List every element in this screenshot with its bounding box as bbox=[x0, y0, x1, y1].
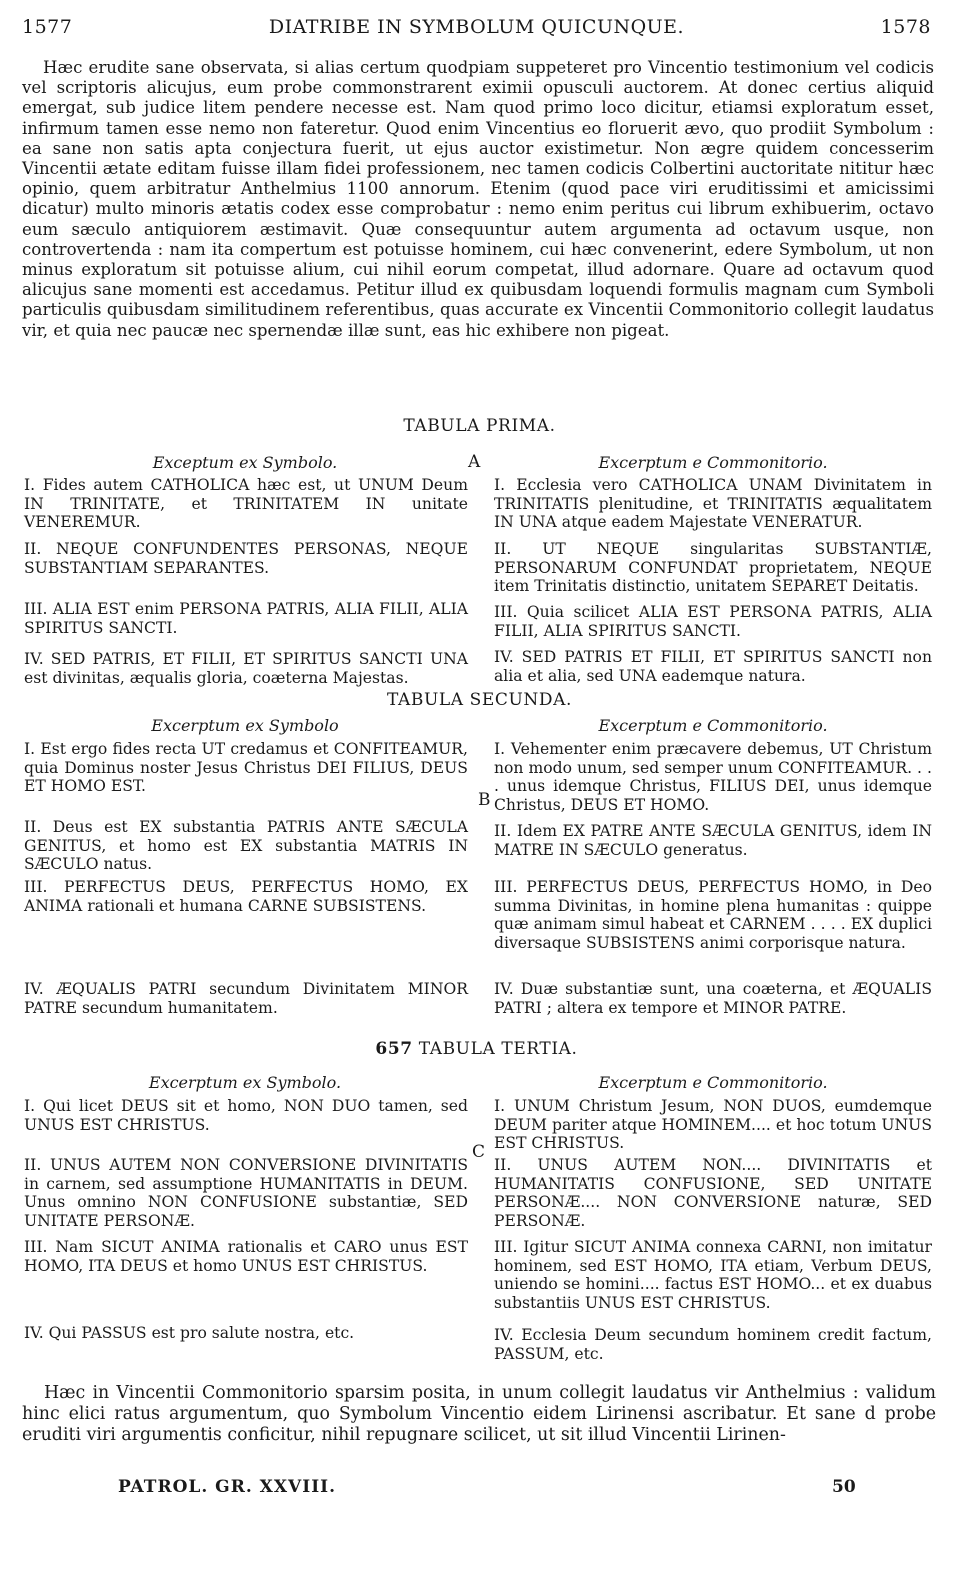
table-1-left-head: Exceptum ex Symbolo. bbox=[152, 453, 338, 472]
table-3-number: 657 bbox=[375, 1039, 413, 1059]
table-1-right-entry-4: IV. SED PATRIS ET FILII, ET SPIRITUS SANCTI non alia et alia, sed UNA eademque natura. bbox=[494, 648, 932, 685]
table-2-right-entry-3: III. PERFECTUS DEUS, PERFECTUS HOMO, in Deo summa Divinitas, in homine plena humanitas : quippe quæ animam simul habeat et CARNEM . . . . EX duplici diversaque SUBSISTENS animi corporisque natura. bbox=[494, 878, 932, 952]
table-2-left-entry-4: IV. ÆQUALIS PATRI secundum Divinitatem MINOR PATRE secundum humanitatem. bbox=[24, 980, 468, 1017]
running-title: DIATRIBE IN SYMBOLUM QUICUNQUE. bbox=[268, 16, 685, 38]
table-2-left-head: Excerptum ex Symbolo bbox=[151, 716, 339, 735]
table-1-right-head: Excerptum e Commonitorio. bbox=[598, 453, 828, 472]
intro-paragraph: Hæc erudite sane observata, si alias certum quodpiam suppeteret pro Vincentio testimonium vel codicis vel scriptoris alicujus, eum probe commonstrarent eximii opusculi auctorem. At donec certius aliquid emergat, sub judice litem pendere necesse est. Nam quod primo loco dicitur, etiamsi exploratum esset, infirmum tamen esse nemo non fateretur. Quod enim Vincentius eo floruerit ævo, quo prodiit Symbolum : ea sane non satis apta conjectura fuerit, ut ejus auctor existimetur. Non ægre quidem concesserim Vincentii ætate editam fuisse illam fidei professionem, nec tamen codicis Colbertini auctoritate nititur hæc opinio, quem arbitratur Anthelmius 1100 annorum. Etenim (quod pace viri eruditissimi et amicissimi dicatur) multo minoris ætatis codex esse comprobatur : nemo enim peritus cui librum exhibuerim, octavo eum sæculo antiquiorem æstimavit. Quæ consequuntur autem argumenta ad octavum usque, non controvertenda : nam ita compertum est potuisse hominem, cui hæc convenerint, edere Symbolum, ut non minus exploratum sit potuisse alium, cui nihil eorum competat, illud adornare. Quare ad octavum quod alicujus sane momenti est accedamus. Petitur illud ex quibusdam loquendi formulis magnam cum Symboli particulis quibusdam similitudinem referentibus, quas accurate ex Vincentii Commonitorio collegit laudatus vir, et quia nec paucæ nec spernendæ illæ sunt, eas hic exhibere non pigeat. bbox=[22, 58, 934, 340]
table-1-title-text: TABULA PRIMA. bbox=[403, 416, 556, 436]
table-3-right-entry-3: III. Igitur SICUT ANIMA connexa CARNI, non imitatur hominem, sed EST HOMO, ITA etiam, Verbum DEUS, uniendo se homini.... factus EST HOMO... et ex duabus substantiis UNUS EST CHRISTUS. bbox=[494, 1238, 932, 1312]
table-1-margin-letter: A bbox=[468, 452, 481, 472]
table-1-left-entry-3: III. ALIA EST enim PERSONA PATRIS, ALIA FILII, ALIA SPIRITUS SANCTI. bbox=[24, 600, 468, 637]
table-2-title bbox=[0, 690, 953, 710]
table-3-right-entry-1: I. UNUM Christum Jesum, NON DUOS, eumdemque DEUM pariter atque HOMINEM.... et hoc totum UNUS EST CHRISTUS. bbox=[494, 1097, 932, 1153]
table-3-title-text: TABULA TERTIA. bbox=[418, 1039, 578, 1059]
table-3-left-entry-1: I. Qui licet DEUS sit et homo, NON DUO tamen, sed UNUS EST CHRISTUS. bbox=[24, 1097, 468, 1134]
table-2-right-entry-4: IV. Duæ substantiæ sunt, una coæterna, et ÆQUALIS PATRI ; altera ex tempore et MINOR PATRE. bbox=[494, 980, 932, 1017]
table-3-left-entry-3: III. Nam SICUT ANIMA rationalis et CARO unus EST HOMO, ITA DEUS et homo UNUS EST CHRISTUS. bbox=[24, 1238, 468, 1275]
table-2-left-entry-3: III. PERFECTUS DEUS, PERFECTUS HOMO, EX ANIMA rationali et humana CARNE SUBSISTENS. bbox=[24, 878, 468, 915]
table-3-margin-letter: C bbox=[472, 1142, 486, 1162]
footer-signature: PATROL. GR. XXVIII. bbox=[118, 1477, 337, 1497]
running-header bbox=[22, 16, 931, 44]
table-1-right-entry-1: I. Ecclesia vero CATHOLICA UNAM Divinitatem in TRINITATIS plenitudine, et TRINITATIS æqualitatem IN UNA atque eadem Majestate VENERATUR. bbox=[494, 476, 932, 532]
table-3-right-head: Excerptum e Commonitorio. bbox=[598, 1073, 828, 1092]
table-2-right-entry-1: I. Vehementer enim præcavere debemus, UT Christum non modo unum, sed semper unum CONFITEAMUR. . . . unus idemque Christus, FILIUS DEI, unus idemque Christus, DEUS ET HOMO. bbox=[494, 740, 932, 814]
table-3-title bbox=[0, 1039, 953, 1059]
table-3-right-entry-2: II. UNUS AUTEM NON.... DIVINITATIS et HUMANITATIS CONFUSIONE, SED UNITATE PERSONÆ.... NON CONVERSIONE naturæ, SED PERSONÆ. bbox=[494, 1156, 932, 1230]
table-1-title bbox=[0, 416, 953, 436]
table-1-right-entry-3: III. Quia scilicet ALIA EST PERSONA PATRIS, ALIA FILII, ALIA SPIRITUS SANCTI. bbox=[494, 603, 932, 640]
column-number-right: 1578 bbox=[880, 16, 931, 38]
table-3-left-entry-4: IV. Qui PASSUS est pro salute nostra, etc. bbox=[24, 1324, 355, 1342]
footer-page-number: 50 bbox=[832, 1477, 856, 1497]
table-1-left-entry-4: IV. SED PATRIS, ET FILII, ET SPIRITUS SANCTI UNA est divinitas, æqualis gloria, coæterna Majestas. bbox=[24, 650, 468, 687]
table-2-left-entry-1: I. Est ergo fides recta UT credamus et CONFITEAMUR, quia Dominus noster Jesus Christus DEI FILIUS, DEUS ET HOMO EST. bbox=[24, 740, 468, 796]
table-2-margin-letter: B bbox=[478, 790, 491, 810]
table-1-left-entry-2: II. NEQUE CONFUNDENTES PERSONAS, NEQUE SUBSTANTIAM SEPARANTES. bbox=[24, 540, 468, 577]
table-2-right-entry-2: II. Idem EX PATRE ANTE SÆCULA GENITUS, idem IN MATRE IN SÆCULO generatus. bbox=[494, 822, 932, 859]
table-1-right-entry-2: II. UT NEQUE singularitas SUBSTANTIÆ, PERSONARUM CONFUNDAT proprietatem, NEQUE item Trinitatis distinctio, unitatem SEPARET Deitatis. bbox=[494, 540, 932, 596]
table-3-left-entry-2: II. UNUS AUTEM NON CONVERSIONE DIVINITATIS in carnem, sed assumptione HUMANITATIS in DEUM. Unus omnino NON CONFUSIONE substantiæ, SED UNITATE PERSONÆ. bbox=[24, 1156, 468, 1230]
table-2-right-head: Excerptum e Commonitorio. bbox=[598, 716, 828, 735]
table-1-left-entry-1: I. Fides autem CATHOLICA hæc est, ut UNUM Deum IN TRINITATE, et TRINITATEM IN unitate VENEREMUR. bbox=[24, 476, 468, 532]
table-3-left-head: Excerptum ex Symbolo. bbox=[148, 1073, 342, 1092]
table-2-left-entry-2: II. Deus est EX substantia PATRIS ANTE SÆCULA GENITUS, et homo est EX substantia MATRIS IN SÆCULO natus. bbox=[24, 818, 468, 874]
closing-paragraph: Hæc in Vincentii Commonitorio sparsim posita, in unum collegit laudatus vir Anthelmius : validum hinc elici ratus argumentum, quo Symbolum Vincentio eidem Lirinensi ascribatur. Et sane d probe eruditi viri argumentis conficitur, nihil repugnare scilicet, ut sit illud Vincentii Lirinen- bbox=[22, 1383, 936, 1445]
column-number-left: 1577 bbox=[22, 16, 73, 38]
table-2-title-text: TABULA SECUNDA. bbox=[386, 690, 573, 710]
table-3-right-entry-4: IV. Ecclesia Deum secundum hominem credit factum, PASSUM, etc. bbox=[494, 1326, 932, 1363]
